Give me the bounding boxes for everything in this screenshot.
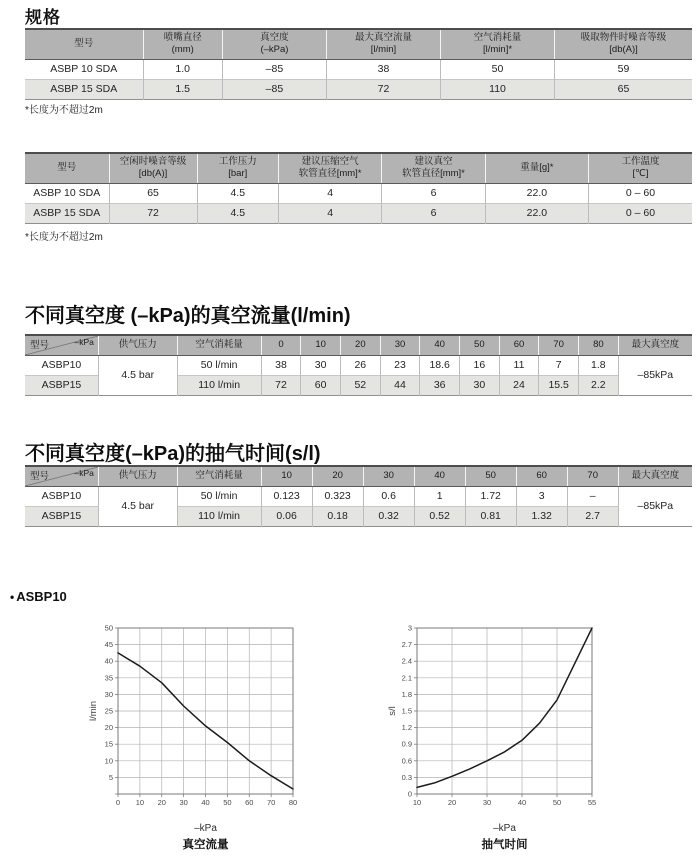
value-cell: 0.06 <box>261 506 312 526</box>
value-cell: 1.72 <box>465 486 516 506</box>
corner-kpa-label: –kPa <box>74 468 94 478</box>
table-row <box>25 203 692 223</box>
value-cell: 72 <box>109 203 197 223</box>
kpa-column-header: 70 <box>539 335 579 355</box>
column-header <box>555 29 692 59</box>
table-row <box>25 183 692 203</box>
svg-text:25: 25 <box>104 706 113 716</box>
svg-text:1.8: 1.8 <box>401 689 412 699</box>
value-cell: 6 <box>382 183 485 203</box>
header-unit: (mm) <box>171 44 194 56</box>
air-consumption-cell: 50 l/min <box>177 486 261 506</box>
value-cell: 72 <box>261 375 301 395</box>
svg-text:20: 20 <box>157 798 166 807</box>
chart-caption: 抽气时间 <box>481 839 528 851</box>
header-line: 重量[g]* <box>520 162 554 174</box>
value-cell: 22.0 <box>485 183 588 203</box>
svg-text:80: 80 <box>288 798 298 807</box>
header-line: 建议真空 <box>414 156 453 167</box>
svg-text:50: 50 <box>552 798 562 807</box>
value-cell: 38 <box>326 59 440 79</box>
vacuum-flow-chart <box>85 620 303 810</box>
footnote: *长度为不超过2m <box>25 232 103 243</box>
value-cell: 4.5 <box>197 183 278 203</box>
value-cell: 1.0 <box>143 59 222 79</box>
svg-text:40: 40 <box>201 798 210 807</box>
header-unit: [l/min] <box>370 44 397 56</box>
svg-text:0.6: 0.6 <box>401 756 412 766</box>
y-axis-label: s/l <box>387 706 398 716</box>
svg-text:50: 50 <box>223 798 232 807</box>
value-cell: 72 <box>326 79 440 99</box>
svg-text:20: 20 <box>104 723 113 733</box>
value-cell: 50 <box>441 59 555 79</box>
kpa-column-header: 40 <box>414 466 465 486</box>
svg-text:15: 15 <box>104 739 113 749</box>
header-unit: [bar] <box>228 168 248 180</box>
kpa-column-header: 50 <box>465 466 516 486</box>
header-line: 型号 <box>57 162 77 174</box>
header-line: 真空度 <box>260 32 289 43</box>
page-title: 规格 <box>25 8 61 27</box>
model-name: ASBP10 <box>16 589 67 604</box>
model-cell: ASBP15 <box>25 375 98 395</box>
value-cell: 59 <box>555 59 692 79</box>
bullet-icon: • <box>10 590 15 604</box>
column-header <box>326 29 440 59</box>
value-cell: 11 <box>499 355 539 375</box>
value-cell: 3 <box>516 486 567 506</box>
vacuum-flow-table <box>25 334 692 396</box>
svg-text:40: 40 <box>104 656 113 666</box>
svg-text:40: 40 <box>517 798 527 807</box>
value-cell: 0.18 <box>312 506 363 526</box>
kpa-column-header: 60 <box>499 335 539 355</box>
value-cell: 0 – 60 <box>589 203 692 223</box>
max-vacuum-header: 最大真空度 <box>618 466 692 486</box>
evacuation-time-table <box>25 465 692 527</box>
column-header <box>485 153 588 183</box>
svg-text:30: 30 <box>482 798 492 807</box>
value-cell: 4 <box>278 183 381 203</box>
corner-kpa-label: –kPa <box>74 337 94 347</box>
header-unit: 软管直径[mm]* <box>402 168 465 180</box>
value-cell: 30 <box>460 375 500 395</box>
max-vacuum-cell: –85kPa <box>618 486 692 526</box>
corner-header <box>25 335 98 355</box>
value-cell: 2.7 <box>567 506 618 526</box>
value-cell: 0.81 <box>465 506 516 526</box>
supply-pressure-header: 供气压力 <box>98 466 177 486</box>
value-cell: 52 <box>340 375 380 395</box>
value-cell: 4 <box>278 203 381 223</box>
air-consumption-cell: 110 l/min <box>177 506 261 526</box>
svg-text:55: 55 <box>587 798 597 807</box>
evacuation-time-chart-block <box>384 620 602 852</box>
kpa-column-header: 0 <box>261 335 301 355</box>
value-cell: – <box>567 486 618 506</box>
value-cell: 1 <box>414 486 465 506</box>
value-cell: 0.6 <box>363 486 414 506</box>
value-cell: 36 <box>420 375 460 395</box>
value-cell: 0.52 <box>414 506 465 526</box>
svg-text:10: 10 <box>104 756 113 766</box>
model-cell: ASBP10 <box>25 486 98 506</box>
svg-text:50: 50 <box>104 623 113 633</box>
value-cell: 18.6 <box>420 355 460 375</box>
value-cell: 16 <box>460 355 500 375</box>
kpa-column-header: 20 <box>312 466 363 486</box>
chart-caption: 真空流量 <box>182 839 229 851</box>
header-unit: (–kPa) <box>260 44 289 56</box>
value-cell: 65 <box>555 79 692 99</box>
value-cell: 60 <box>301 375 341 395</box>
spec-table-operating <box>25 152 692 224</box>
header-line: 吸取物件时噪音等级 <box>580 32 667 43</box>
column-header <box>109 153 197 183</box>
value-cell: 0 – 60 <box>589 183 692 203</box>
air-consumption-cell: 110 l/min <box>177 375 261 395</box>
value-cell: 1.32 <box>516 506 567 526</box>
value-cell: 4.5 <box>197 203 278 223</box>
air-consumption-cell: 50 l/min <box>177 355 261 375</box>
air-consumption-header: 空气消耗量 <box>177 335 261 355</box>
header-line: 空气消耗量 <box>473 32 522 43</box>
column-header <box>382 153 485 183</box>
header-row <box>25 153 692 183</box>
value-cell: 1.8 <box>579 355 619 375</box>
column-header <box>25 29 143 59</box>
header-unit: [db(A)] <box>609 44 638 56</box>
supply-pressure-header: 供气压力 <box>98 335 177 355</box>
model-cell: ASBP 10 SDA <box>25 59 143 79</box>
value-cell: 6 <box>382 203 485 223</box>
table-row <box>25 59 692 79</box>
evacuation-time-chart <box>384 620 602 810</box>
value-cell: 22.0 <box>485 203 588 223</box>
column-header <box>25 153 109 183</box>
air-consumption-header: 空气消耗量 <box>177 466 261 486</box>
kpa-column-header: 60 <box>516 466 567 486</box>
svg-text:30: 30 <box>179 798 188 807</box>
header-line: 工作压力 <box>218 156 257 167</box>
kpa-column-header: 70 <box>567 466 618 486</box>
value-cell: –85 <box>222 59 326 79</box>
header-row <box>25 466 692 486</box>
model-cell: ASBP10 <box>25 355 98 375</box>
svg-text:3: 3 <box>407 623 412 633</box>
svg-text:70: 70 <box>266 798 276 807</box>
model-cell: ASBP 10 SDA <box>25 183 109 203</box>
svg-text:60: 60 <box>245 798 254 807</box>
header-unit: [db(A)] <box>138 168 168 180</box>
value-cell: 110 <box>441 79 555 99</box>
svg-text:1.5: 1.5 <box>401 706 412 716</box>
kpa-column-header: 30 <box>363 466 414 486</box>
svg-text:30: 30 <box>104 689 113 699</box>
value-cell: 65 <box>109 183 197 203</box>
value-cell: 26 <box>340 355 380 375</box>
y-axis-label: l/min <box>88 700 99 722</box>
value-cell: 44 <box>380 375 420 395</box>
value-cell: 7 <box>539 355 579 375</box>
header-line: 喷嘴直径 <box>163 32 202 43</box>
svg-text:35: 35 <box>104 673 113 683</box>
column-header <box>143 29 222 59</box>
svg-text:0.9: 0.9 <box>401 739 412 749</box>
column-header <box>589 153 692 183</box>
svg-text:1.2: 1.2 <box>401 723 412 733</box>
value-cell: –85 <box>222 79 326 99</box>
value-cell: 0.323 <box>312 486 363 506</box>
table-row <box>25 79 692 99</box>
header-unit: [l/min]* <box>483 44 513 56</box>
model-cell: ASBP15 <box>25 506 98 526</box>
supply-pressure-cell: 4.5 bar <box>98 486 177 526</box>
corner-model-label: 型号 <box>30 340 50 352</box>
value-cell: 2.2 <box>579 375 619 395</box>
svg-text:0: 0 <box>115 798 121 807</box>
corner-model-label: 型号 <box>30 471 50 483</box>
column-header <box>441 29 555 59</box>
svg-text:0: 0 <box>407 789 412 799</box>
max-vacuum-cell: –85kPa <box>618 355 692 395</box>
kpa-column-header: 30 <box>380 335 420 355</box>
kpa-column-header: 80 <box>579 335 619 355</box>
section-title-vacuum-flow: 不同真空度 (–kPa)的真空流量(l/min) <box>25 305 351 327</box>
vacuum-flow-chart-block <box>85 620 303 852</box>
svg-text:20: 20 <box>447 798 457 807</box>
model-cell: ASBP 15 SDA <box>25 79 143 99</box>
header-row <box>25 29 692 59</box>
value-cell: 0.123 <box>261 486 312 506</box>
value-cell: 38 <box>261 355 301 375</box>
value-cell: 1.5 <box>143 79 222 99</box>
section-title-evacuation-time: 不同真空度(–kPa)的抽气时间(s/l) <box>25 443 321 465</box>
kpa-column-header: 20 <box>340 335 380 355</box>
value-cell: 15.5 <box>539 375 579 395</box>
value-cell: 0.32 <box>363 506 414 526</box>
svg-text:10: 10 <box>135 798 145 807</box>
corner-header <box>25 466 98 486</box>
svg-text:0.3: 0.3 <box>401 772 412 782</box>
spec-table-general <box>25 28 692 100</box>
table-row <box>25 355 692 375</box>
model-cell: ASBP 15 SDA <box>25 203 109 223</box>
table-row <box>25 486 692 506</box>
kpa-column-header: 10 <box>261 466 312 486</box>
header-line: 空闲时噪音等级 <box>119 156 187 167</box>
header-line: 工作温度 <box>621 156 660 167</box>
header-row <box>25 335 692 355</box>
svg-text:45: 45 <box>104 640 113 650</box>
column-header <box>197 153 278 183</box>
value-cell: 30 <box>301 355 341 375</box>
column-header <box>278 153 381 183</box>
supply-pressure-cell: 4.5 bar <box>98 355 177 395</box>
kpa-column-header: 40 <box>420 335 460 355</box>
header-unit: 软管直径[mm]* <box>298 168 362 180</box>
svg-text:2.1: 2.1 <box>401 673 412 683</box>
chart-model-label <box>10 589 67 604</box>
value-cell: 23 <box>380 355 420 375</box>
value-cell: 24 <box>499 375 539 395</box>
svg-text:2.4: 2.4 <box>401 656 412 666</box>
header-unit: [℃] <box>632 168 649 180</box>
header-line: 型号 <box>74 38 94 50</box>
kpa-column-header: 10 <box>301 335 341 355</box>
header-line: 最大真空流量 <box>354 32 412 43</box>
x-axis-label: –kPa <box>194 823 217 834</box>
svg-text:5: 5 <box>108 772 113 782</box>
svg-text:2.7: 2.7 <box>401 640 412 650</box>
kpa-column-header: 50 <box>460 335 500 355</box>
column-header <box>222 29 326 59</box>
x-axis-label: –kPa <box>493 823 516 834</box>
svg-text:10: 10 <box>412 798 422 807</box>
header-line: 建议压缩空气 <box>301 156 359 167</box>
max-vacuum-header: 最大真空度 <box>618 335 692 355</box>
footnote: *长度为不超过2m <box>25 105 103 116</box>
